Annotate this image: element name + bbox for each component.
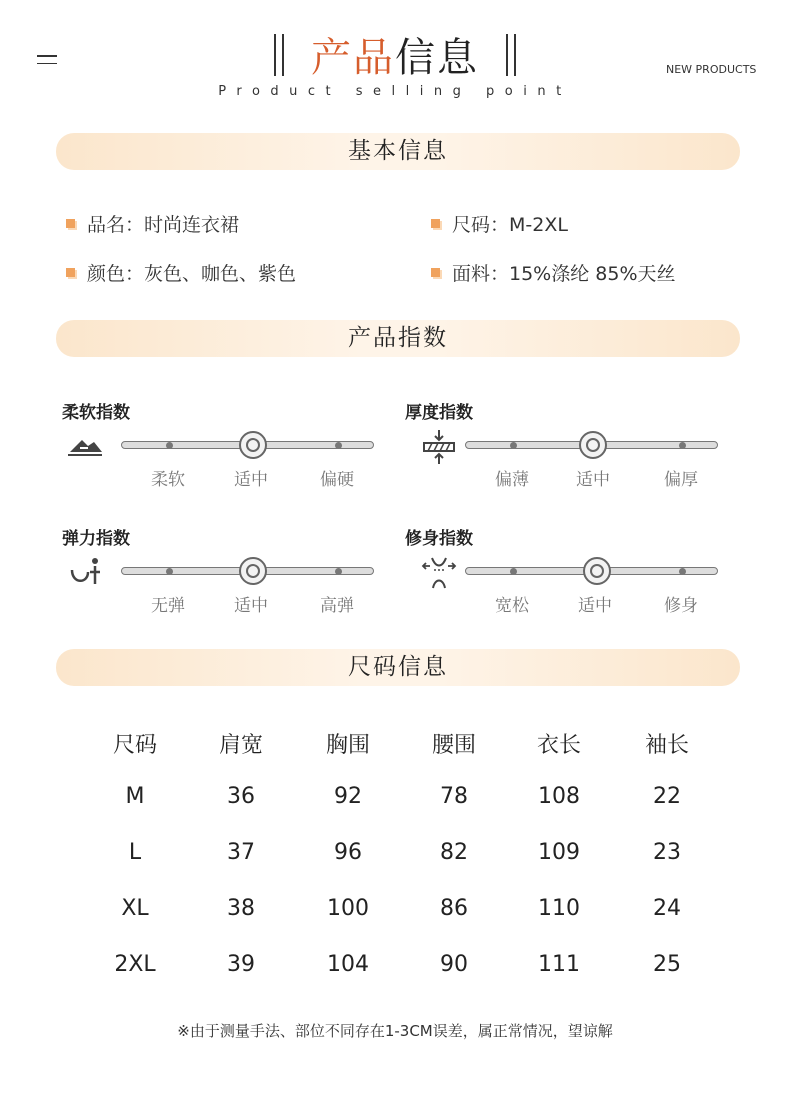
fit-slider-knob	[583, 557, 611, 585]
table-cell: 90	[440, 952, 468, 977]
index-title-thickness: 厚度指数	[405, 403, 473, 423]
section-basic-info: 基本信息	[56, 133, 740, 170]
fit-label-high: 修身	[664, 596, 698, 616]
table-cell: 108	[538, 784, 580, 809]
thickness-slider-dot	[510, 442, 517, 449]
soft-slider-dot	[335, 442, 342, 449]
bullet-icon	[66, 219, 75, 228]
table-cell: M	[125, 784, 145, 809]
info-item-color: 颜色：灰色、咖色、紫色	[66, 259, 296, 286]
stretch-slider-dot	[335, 568, 342, 575]
index-title-fit: 修身指数	[405, 529, 473, 549]
thickness-icon	[420, 428, 458, 466]
info-item-fabric: 面料：15%涤纶 85%天丝	[431, 259, 676, 286]
thickness-label-low: 偏薄	[495, 470, 529, 490]
index-title-soft: 柔软指数	[62, 403, 130, 423]
table-cell: 78	[440, 784, 468, 809]
new-products-tag: NEW PRODUCTS	[666, 63, 757, 76]
title-accent: 产品	[311, 35, 395, 81]
thickness-slider-dot	[679, 442, 686, 449]
table-cell: 24	[653, 896, 681, 921]
table-cell: 111	[538, 952, 580, 977]
table-header-sleeve: 袖长	[644, 733, 689, 758]
fit-label-mid: 适中	[578, 596, 612, 616]
table-cell: 110	[538, 896, 580, 921]
info-item-size: 尺码：M-2XL	[431, 210, 568, 237]
table-cell: XL	[121, 896, 149, 921]
title-rest: 信息	[395, 35, 479, 81]
stretch-label-low: 无弹	[151, 596, 185, 616]
table-cell: 39	[227, 952, 255, 977]
table-cell: 96	[334, 840, 362, 865]
soft-slider-dot	[166, 442, 173, 449]
fit-label-low: 宽松	[495, 596, 529, 616]
page-subtitle: Product selling point	[218, 84, 572, 99]
table-cell: 23	[653, 840, 681, 865]
thickness-label-high: 偏厚	[664, 470, 698, 490]
table-cell: L	[128, 840, 142, 865]
stretch-icon	[68, 554, 106, 592]
index-title-stretch: 弹力指数	[62, 529, 130, 549]
table-header-shoulder: 肩宽	[218, 733, 263, 758]
table-cell: 25	[653, 952, 681, 977]
measurement-note: ※由于测量手法、部位不同存在1-3CM误差，属正常情况，望谅解	[177, 1022, 613, 1040]
info-item-name: 品名：时尚连衣裙	[66, 210, 239, 237]
table-cell: 104	[327, 952, 369, 977]
table-header-length: 衣长	[536, 733, 581, 758]
table-header-waist: 腰围	[431, 733, 476, 758]
title-bar-right	[506, 34, 516, 76]
table-cell: 37	[227, 840, 255, 865]
bullet-icon	[431, 219, 440, 228]
table-cell: 2XL	[114, 952, 156, 977]
thickness-slider-knob	[579, 431, 607, 459]
section-product-index: 产品指数	[56, 320, 740, 357]
table-cell: 38	[227, 896, 255, 921]
soft-slider-knob	[239, 431, 267, 459]
table-cell: 36	[227, 784, 255, 809]
title-bar-left	[274, 34, 284, 76]
section-size-info: 尺码信息	[56, 649, 740, 686]
table-cell: 86	[440, 896, 468, 921]
table-header-chest: 胸围	[325, 733, 370, 758]
soft-label-low: 柔软	[151, 470, 185, 490]
soft-label-mid: 适中	[234, 470, 268, 490]
table-cell: 109	[538, 840, 580, 865]
fit-slider-dot	[510, 568, 517, 575]
bullet-icon	[431, 268, 440, 277]
table-header-size: 尺码	[112, 733, 157, 758]
table-cell: 82	[440, 840, 468, 865]
table-cell: 100	[327, 896, 369, 921]
feather-soft-icon	[66, 428, 104, 466]
soft-label-high: 偏硬	[320, 470, 354, 490]
bullet-icon	[66, 268, 75, 277]
stretch-slider-dot	[166, 568, 173, 575]
fit-icon	[420, 554, 458, 592]
fit-slider-dot	[679, 568, 686, 575]
stretch-label-high: 高弹	[320, 596, 354, 616]
stretch-slider-knob	[239, 557, 267, 585]
table-cell: 22	[653, 784, 681, 809]
stretch-label-mid: 适中	[234, 596, 268, 616]
thickness-label-mid: 适中	[576, 470, 610, 490]
table-cell: 92	[334, 784, 362, 809]
